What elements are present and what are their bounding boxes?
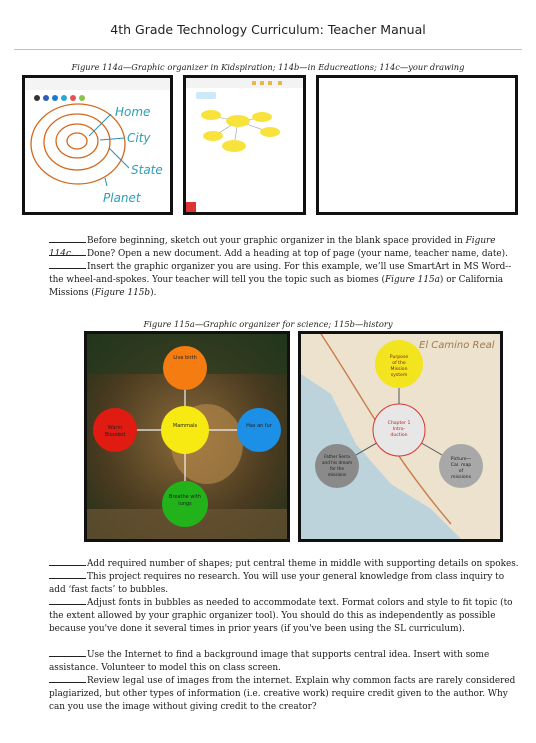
svg-text:missions: missions: [451, 475, 471, 480]
svg-text:Chapter 1: Chapter 1: [387, 421, 411, 426]
app-toolbar: [186, 78, 303, 88]
bubble-center-label: Mammals: [172, 423, 198, 429]
sketch-label-home: Home: [115, 105, 151, 119]
bubble-top: [163, 346, 207, 390]
step-insert-organizer: [49, 261, 519, 300]
svg-text:missions: missions: [327, 472, 347, 477]
checkbox-line[interactable]: [49, 675, 86, 683]
step-text-mid: ) or California Missions (: [49, 275, 504, 298]
header-divider: [14, 49, 522, 50]
step-legal-use: [49, 675, 519, 714]
bubble-1: [201, 110, 221, 120]
checkbox-line[interactable]: [49, 261, 86, 269]
bubble-bottom-label: Breathe with: [169, 494, 201, 500]
center-bubble: [226, 115, 250, 127]
svg-text:Intro-: Intro-: [392, 427, 406, 432]
step-text: Done? Open a new document. Add a heading at top of page (your name, teacher name, date).: [87, 249, 508, 259]
svg-text:Cal. map: Cal. map: [450, 463, 472, 468]
svg-text:system: system: [390, 373, 408, 378]
bubble-top-label: Live birth: [173, 355, 197, 361]
bubble-center: [161, 406, 209, 454]
step-text-end: ).: [150, 288, 157, 298]
checkbox-line[interactable]: [49, 558, 86, 566]
figure-ref: Figure 115a: [384, 275, 440, 285]
bubble-4: [260, 127, 280, 137]
color-dot-cyan: [61, 95, 67, 101]
checkbox-line[interactable]: [49, 235, 86, 243]
checkbox-line[interactable]: [49, 248, 86, 256]
step-text: Insert the graphic organizer you are using. For this example, we’ll use SmartArt in MS Word--the wheel-and-spokes. Your teacher will tell you the topic such as biomes (: [49, 262, 512, 285]
map-title: El Camino Real: [419, 340, 495, 351]
step-text: Before beginning, sketch out your graphic organizer in the blank space provided in: [87, 236, 466, 246]
figure-114c-blank-drawing: [316, 75, 518, 215]
svg-text:of the: of the: [392, 361, 406, 366]
step-add-shapes: [49, 558, 519, 571]
bubble-left-label-2: Blooded: [104, 432, 126, 438]
color-dot-green: [79, 95, 85, 101]
sketch-label-state: State: [131, 163, 163, 177]
science-organizer: [87, 334, 287, 539]
figure-ref: Figure 115b: [94, 288, 151, 298]
checkbox-line[interactable]: [49, 649, 86, 657]
educreations-organizer: [186, 78, 303, 212]
bubble-right: [237, 408, 281, 452]
step-text: Use the Internet to find a background image that supports central idea. Insert with some assistance. Volunteer to model this on class screen.: [49, 650, 490, 673]
toolbar-strip: [25, 78, 170, 90]
step-no-research: [49, 571, 519, 597]
page-header: 4th Grade Technology Curriculum: Teacher Manual: [110, 22, 426, 37]
figure-115b-history: [298, 331, 503, 542]
sketch-labels: [103, 105, 163, 205]
bubble-5: [222, 140, 246, 152]
color-dot-blue: [43, 95, 49, 101]
color-dot-black: [34, 95, 40, 101]
svg-text:Picture—: Picture—: [450, 457, 472, 462]
svg-text:Purpose: Purpose: [389, 355, 409, 360]
checkbox-line[interactable]: [49, 597, 86, 605]
record-button: [186, 202, 196, 212]
svg-text:duction: duction: [390, 433, 408, 438]
history-organizer: [301, 334, 500, 539]
bubble-left-label: Warm: [107, 425, 123, 431]
step-text: Adjust fonts in bubbles as needed to accommodate text. Format colors and style to fit topic (to the extent allowed by your graphic organizer tool). You should do this as independently as possible because you've done it several times in prior years (if you've been using the SL curriculum).: [49, 598, 513, 634]
svg-text:Father Serra: Father Serra: [324, 454, 350, 459]
figure-ref: Figure 114c: [49, 236, 496, 259]
svg-text:for the: for the: [330, 466, 344, 471]
bubble-2: [252, 112, 272, 122]
bubble-right-label: Has an fur: [246, 423, 272, 429]
step-background-image: [49, 649, 519, 675]
step-text: This project requires no research. You will use your general knowledge from class inquiry to add ‘fast facts’ to bubbles.: [49, 572, 505, 595]
kidspiration-sketch: [25, 78, 170, 212]
color-dot-lightblue: [52, 95, 58, 101]
top-note: [196, 92, 216, 99]
step-text-end: .: [70, 249, 74, 259]
color-dot-red: [70, 95, 76, 101]
bubble-3: [203, 131, 223, 141]
figure-115-caption: Figure 115a—Graphic organizer for science; 115b—history: [143, 319, 393, 329]
sketch-label-city: City: [127, 131, 151, 145]
step-text: Review legal use of images from the internet. Explain why common facts are rarely considered plagiarized, but other types of information (i.e. creative work) require credit given to the author. Why can you use the image without giving credit to the creator?: [49, 676, 516, 712]
figure-115a-science: [84, 331, 290, 542]
svg-text:Mission: Mission: [390, 367, 408, 372]
sketch-label-planet: Planet: [103, 191, 141, 205]
checkbox-line[interactable]: [49, 571, 86, 579]
figure-114b-educreations: [183, 75, 306, 215]
bubble-bottom-label-2: lungs: [178, 501, 192, 507]
step-open-document: [49, 248, 519, 261]
concentric-circles: [31, 104, 125, 184]
svg-text:of: of: [458, 469, 464, 474]
figure-114-caption: Figure 114a—Graphic organizer in Kidspiration; 114b—in Educreations; 114c—your drawing: [71, 62, 465, 72]
svg-text:and his dream: and his dream: [321, 460, 353, 465]
figure-114a-kidspiration: [22, 75, 173, 215]
step-adjust-fonts: [49, 597, 519, 636]
step-text: Add required number of shapes; put central theme in middle with supporting details on spokes.: [87, 559, 519, 569]
